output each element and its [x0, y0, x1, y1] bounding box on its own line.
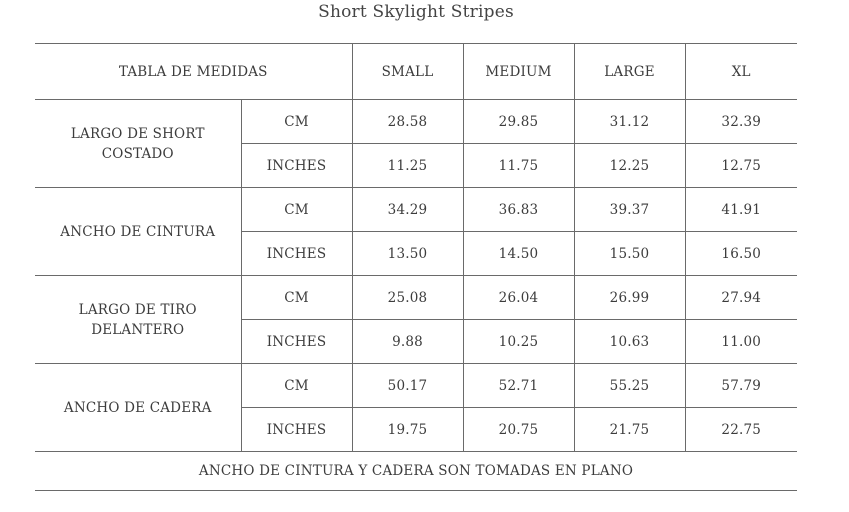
- table-cell: 11.75: [463, 144, 574, 188]
- category-line-1: ANCHO DE CADERA: [63, 399, 212, 416]
- table-cell: 34.29: [352, 188, 463, 232]
- table-cell: 27.94: [685, 276, 797, 320]
- table-row: [35, 100, 797, 144]
- page-title: Short Skylight Stripes: [318, 2, 514, 22]
- table-cell: 29.85: [463, 100, 574, 144]
- table-cell: 20.75: [463, 408, 574, 452]
- category-line-1: LARGO DE SHORT: [70, 125, 205, 142]
- table-cell: 14.50: [463, 232, 574, 276]
- table-header-row: [35, 44, 797, 100]
- table-cell: 52.71: [463, 364, 574, 408]
- table-cell: 22.75: [685, 408, 797, 452]
- table-cell: 25.08: [352, 276, 463, 320]
- size-chart-table: [35, 43, 797, 491]
- table-row: [35, 188, 797, 232]
- table-cell: 21.75: [574, 408, 685, 452]
- table-cell: 15.50: [574, 232, 685, 276]
- table-footnote: ANCHO DE CINTURA Y CADERA SON TOMADAS EN PLANO: [35, 452, 797, 491]
- table-cell: 13.50: [352, 232, 463, 276]
- table-row: [35, 276, 797, 320]
- table-cell: 39.37: [574, 188, 685, 232]
- category-line-1: ANCHO DE CINTURA: [60, 223, 216, 240]
- table-cell: 12.75: [685, 144, 797, 188]
- table-cell: 31.12: [574, 100, 685, 144]
- table-cell: 41.91: [685, 188, 797, 232]
- table-cell: 28.58: [352, 100, 463, 144]
- table-row: [35, 364, 797, 408]
- table-footnote-row: [35, 452, 797, 491]
- table-cell: 10.63: [574, 320, 685, 364]
- unit-label-inches: INCHES: [241, 144, 352, 188]
- table-cell: 11.00: [685, 320, 797, 364]
- unit-label-inches: INCHES: [241, 408, 352, 452]
- table-cell: 36.83: [463, 188, 574, 232]
- size-header-large: LARGE: [574, 44, 685, 100]
- table-cell: 12.25: [574, 144, 685, 188]
- size-header-small: SMALL: [352, 44, 463, 100]
- table-cell: 9.88: [352, 320, 463, 364]
- table-cell: 26.04: [463, 276, 574, 320]
- measure-category: [35, 188, 241, 276]
- measure-category: [35, 100, 241, 188]
- unit-label-inches: INCHES: [241, 232, 352, 276]
- unit-label-inches: INCHES: [241, 320, 352, 364]
- table-cell: 55.25: [574, 364, 685, 408]
- size-header-xl: XL: [685, 44, 797, 100]
- table-cell: 10.25: [463, 320, 574, 364]
- unit-label-cm: CM: [241, 100, 352, 144]
- table-cell: 16.50: [685, 232, 797, 276]
- category-line-2: DELANTERO: [91, 321, 185, 338]
- category-line-1: LARGO DE TIRO: [78, 301, 197, 318]
- table-cell: 32.39: [685, 100, 797, 144]
- unit-label-cm: CM: [241, 276, 352, 320]
- category-line-2: COSTADO: [101, 145, 174, 162]
- unit-label-cm: CM: [241, 364, 352, 408]
- measure-category: [35, 364, 241, 452]
- table-cell: 57.79: [685, 364, 797, 408]
- measure-category: [35, 276, 241, 364]
- size-header-medium: MEDIUM: [463, 44, 574, 100]
- table-cell: 50.17: [352, 364, 463, 408]
- table-header-label: TABLA DE MEDIDAS: [35, 44, 352, 100]
- table-cell: 26.99: [574, 276, 685, 320]
- table-cell: 19.75: [352, 408, 463, 452]
- unit-label-cm: CM: [241, 188, 352, 232]
- table-cell: 11.25: [352, 144, 463, 188]
